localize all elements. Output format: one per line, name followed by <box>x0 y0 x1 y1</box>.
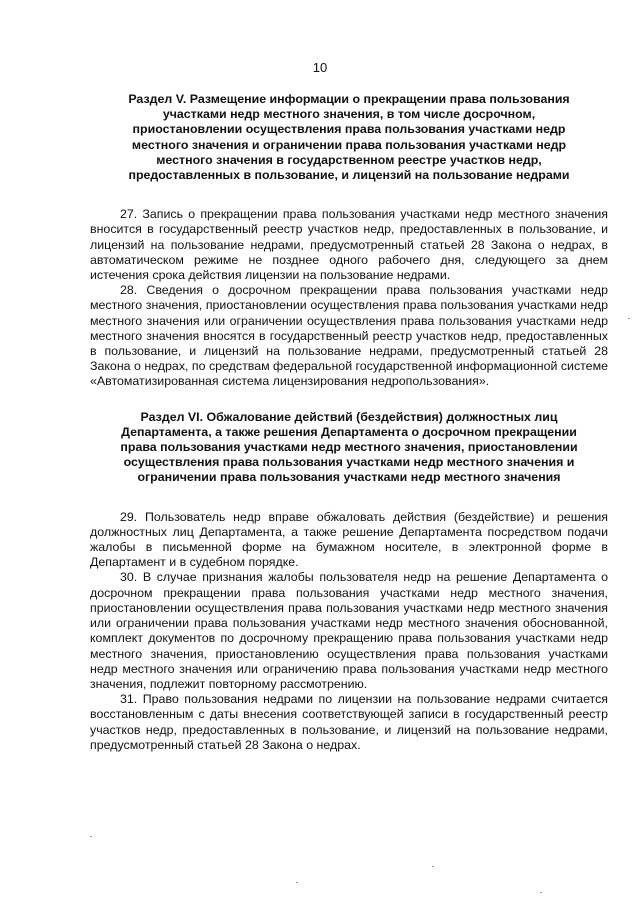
page-number: 10 <box>312 60 328 75</box>
scan-speck <box>628 318 630 319</box>
section-5-title: Раздел V. Размещение информации о прекращении права пользования участками недр местного значения, в том числе досрочном, приостановлении осуществления права пользования участками недр местного значения и ограничении права пользования участками недр местного значения в государственном реестре участков недр, предоставленных в пользование, и лицензий на пользование недрами <box>128 92 570 183</box>
section-6-title: Раздел VI. Обжалование действий (бездействия) должностных лиц Департамента, а также решения Департамента о досрочном прекращении права пользования участками недр местного значения, приостановлении осуществления права пользования участками недр местного значения и ограничении права пользования участками недр местного значения <box>120 409 578 485</box>
paragraph-29: 29. Пользователь недр вправе обжаловать действия (бездействие) и решения должностных лиц Департамента, а также решение Департамента посредством подачи жалобы в письменной форме на бумажном носителе, в электронной форме в Департамент и в судебном порядке. <box>90 509 608 570</box>
paragraph-30: 30. В случае признания жалобы пользователя недр на решение Департамента о досрочном прекращении права пользования участками недр местного значения, приостановлении осуществления права пользования участками недр местного значения или ограничении права пользования участками недр местного значения обоснованной, комплект документов по досрочному прекращению права пользования участками недр местного значения, приостановлению осуществления права пользования участками недр местного значения или ограничению права пользования участками недр местного значения, подлежит повторному рассмотрению. <box>90 570 608 691</box>
scan-speck <box>540 892 542 893</box>
scan-speck <box>296 882 298 883</box>
paragraph-28: 28. Сведения о досрочном прекращении права пользования участками недр местного значения, приостановлении осуществления права пользования участками недр местного значения или ограничении осуществления права пользования участками недр местного значения вносятся в государственный реестр участков недр, предоставленных в пользование, и лицензий на пользование недрами, предусмотренный статьей 28 Закона о недрах, по средствам федеральной государственной информационной системе «Автоматизированная система лицензирования недропользования». <box>90 283 608 389</box>
scan-speck <box>90 836 92 837</box>
paragraph-31: 31. Право пользования недрами по лицензии на пользование недрами считается восстановленным с даты внесения соответствующей записи в государственный реестр участков недр, предоставленных в пользование, и лицензий на пользование недрами, предусмотренный статьей 28 Закона о недрах. <box>90 692 608 752</box>
paragraph-27: 27. Запись о прекращении права пользования участками недр местного значения вносится в государственный реестр участков недр, предоставленных в пользование, и лицензий на пользование недрами, предусмотренный статьей 28 Закона о недрах, в автоматическом режиме не позднее одного рабочего дня, следующего за днем истечения срока действия лицензии на пользование недрами. <box>90 207 608 283</box>
document-body <box>90 92 608 753</box>
scan-speck <box>432 866 434 867</box>
